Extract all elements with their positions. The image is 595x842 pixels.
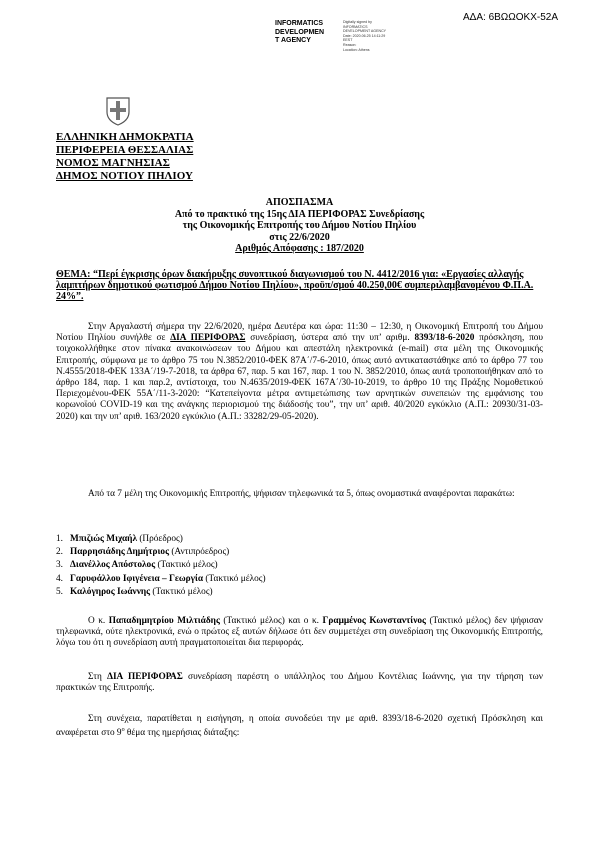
logo-line-3: T AGENCY xyxy=(275,37,311,44)
document-heading xyxy=(56,197,543,255)
clerk-paragraph: Στη ΔΙΑ ΠΕΡΙΦΟΡΑΣ συνεδρίαση παρέστη ο υπάλληλος του Δήμου Κοντέλιας Ιωάννης, για την τήρηση των πρακτικών της Επιτροπής. xyxy=(56,672,543,694)
list-item: 5. Καλόγηρος Ιωάννης (Τακτικό μέλος) xyxy=(56,586,213,597)
members-list xyxy=(56,533,266,599)
members-intro-paragraph: Από τα 7 μέλη της Οικονομικής Επιτροπής, ψήφισαν τηλεφωνικά τα 5, όπως ονομαστικά αναφέρονται παρακάτω: xyxy=(88,489,515,499)
state-emblem-icon xyxy=(104,96,132,126)
issuer-line: ΠΕΡΙΦΕΡΕΙΑ ΘΕΣΣΑΛΙΑΣ xyxy=(56,144,194,156)
digital-signature-stamp xyxy=(275,20,405,52)
list-item: 3. Διανέλλος Απόστολος (Τακτικό μέλος) xyxy=(56,560,218,571)
proposal-paragraph: Στη συνέχεια, παρατίθεται η εισήγηση, η οποία συνοδεύει την με αριθ. 8393/18-6-2020 σχετική Πρόσκληση και αναφέρεται στο $9^o$ θέμα της ημερήσιας διάταξης: xyxy=(56,714,543,739)
document-title: ΑΠΟΣΠΑΣΜΑ xyxy=(265,197,334,208)
list-item: 4. Γαρυφάλλου Ιφιγένεια – Γεωργία (Τακτικό μέλος) xyxy=(56,573,266,584)
issuer-line: ΝΟΜΟΣ ΜΑΓΝΗΣΙΑΣ xyxy=(56,157,170,169)
logo-line-2: DEVELOPMEN xyxy=(275,28,325,36)
issuer-block xyxy=(56,131,194,183)
ada-code: ΑΔΑ: 6ΒΩΩΟΚΧ-52Α xyxy=(463,12,558,23)
decision-number: Αριθμός Απόφασης : 187/2020 xyxy=(235,243,364,254)
subject-line: ΘΕΜΑ: “Περί έγκρισης όρων διακήρυξης συνοπτικού διαγωνισμού του Ν. 4412/2016 για: «Εργασίες αλλαγής λαμπτήρων δημοτικού φωτισμού Δήμου Νοτίου Πηλίου», προϋπ/σμού 40.250,00€ συμπεριλαμβανομένου Φ.Π.Α. 24%”. xyxy=(56,269,534,302)
issuer-line: ΕΛΛΗΝΙΚΗ ΔΗΜΟΚΡΑΤΙΑ xyxy=(56,131,194,143)
signature-details: Digitally signed by INFORMATICS DEVELOPMENT AGENCY Date: 2020.06.25 14:11:29 EEST Reason: Location: Athens xyxy=(343,20,387,52)
issuer-line: ΔΗΜΟΣ ΝΟΤΙΟΥ ΠΗΛΙΟΥ xyxy=(56,170,193,182)
heading-date: στις 22/6/2020 xyxy=(269,231,330,243)
list-item: 1. Μπιζιώς Μιχαήλ (Πρόεδρος) xyxy=(56,534,183,544)
heading-line: Από το πρακτικό της 15ης ΔΙΑ ΠΕΡΙΦΟΡΑΣ Συνεδρίασης xyxy=(174,208,425,220)
heading-line: της Οικονομικής Επιτροπής του Δήμου Νοτίου Πηλίου xyxy=(182,220,417,231)
list-item: 2. Παρρησιάδης Δημήτριος (Αντιπρόεδρος) xyxy=(56,547,230,558)
absent-members-paragraph: Ο κ. Παπαδημητρίου Μιλτιάδης (Τακτικό μέλος) και ο κ. Γραμμένος Κωνσταντίνος (Τακτικό μέλος) δεν ψήφισαν τηλεφωνικά, ούτε ηλεκτρονικά, ενώ ο πρώτος εξ αυτών δήλωσε ότι δεν συμμετέχει στη συνεδρίαση της Οικονομικής Επιτροπής, λόγω του ότι η συνεδρίαση αυτή πραγματοποιείται δια περιφοράς. xyxy=(56,616,543,649)
logo-line-1: INFORMATICS xyxy=(275,20,324,27)
intro-paragraph: Στην Αργαλαστή σήμερα την 22/6/2020, ημέρα Δευτέρα και ώρα: 11:30 – 12:30, η Οικονομική Επιτροπή του Δήμου Νοτίου Πηλίου συνήλθε σε ΔΙΑ ΠΕΡΙΦΟΡΑΣ συνεδρίαση, ύστερα από την υπ’ αριθμ. 8393/18-6-2020 πρόσκληση, που τοιχοκολλήθηκε στον πίνακα ανακοινώσεων του Δήμου και απεστάλη ηλεκτρονικά (e-mail) στα μέλη της Οικονομικής Επιτροπής, σύμφωνα με το άρθρο 75 του Ν.3852/2010-ΦΕΚ 87Α΄/7-6-2010, όπως αυτό αντικαταστάθηκε από το άρθρο 77 του Ν.4555/2018-ΦΕΚ 133Α΄/19-7-2018, τα άρθρα 67, παρ. 5 και 167, παρ. 1 του Ν. 3852/2010, όπως αυτά τροποποιήθηκαν από το άρθρο 184, παρ. 1 και παρ.2, αντίστοιχα, του Ν.4635/2019-ΦΕΚ 167Α΄/30-10-2019, το άρθρο 10 της Πράξης Νομοθετικού Περιεχομένου-ΦΕΚ 55Α΄/11-3-2020: “Κατεπείγοντα μέτρα αντιμετώπισης των αρνητικών συνεπειών της εμφάνισης του κορωνοϊού COVID-19 και της ανάγκης περιορισμού της διάδοσής του”, την υπ’ αριθ. 40/2020 εγκύκλιο (Α.Π.: 20930/31-03-2020) και την υπ’ αριθ. 163/2020 εγκύκλιο (Α.Π.: 33282/29-05-2020). xyxy=(56,322,544,422)
